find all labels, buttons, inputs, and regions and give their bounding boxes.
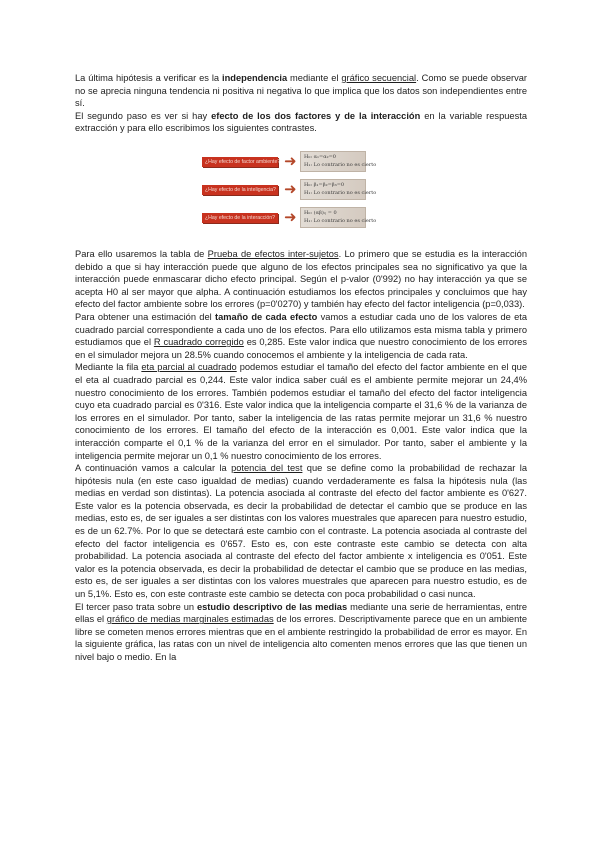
paragraph-second-step: El segundo paso es ver si hay efecto de los dos factores y de la interacción en la variable respuesta extracción y para ello escribimos los siguientes contrastes. (75, 110, 527, 134)
underlined-term: gráfico secuencial (341, 73, 417, 83)
arrow-icon: ➜ (284, 181, 297, 198)
hypothesis-figure (198, 151, 377, 229)
hypothesis-row (198, 179, 377, 201)
arrow-icon: ➜ (284, 153, 297, 170)
bold-term: estudio descriptivo de las medias (196, 601, 348, 612)
underlined-term: Prueba de efectos inter-sujetos (207, 249, 339, 259)
arrow-icon: ➜ (284, 209, 297, 226)
hypothesis-question: ¿Hay efecto de factor ambiente? (202, 157, 278, 167)
paragraph-independence: La última hipótesis a verificar es la independencia mediante el gráfico secuencial. Como se puede observar no se aprecia ninguna tendencia ni positiva ni negativa lo que implica que los datos son independientes entre sí. (75, 73, 527, 109)
underlined-term: potencia del test (231, 463, 303, 474)
hypothesis-question: ¿Hay efecto de la inteligencia? (202, 185, 278, 195)
paragraph-power: A continuación vamos a calcular la potencia del test que se define como la probabilidad de rechazar la hipótesis nula (en este caso igualdad de medias) cuando verdaderamente es falsa la hipótesis nula (las medias en verdad son distintas). La potencia asociada al contraste del efecto del factor ambiente es 0'627. Este valor es la potencia observada, es decir la probabilidad de detectar el cambio que se produce en las medias, esto es, de ser iguales a ser distintas con los valores muestrales que aparecen para nuestro estudio, es de un 62.7%. Por lo que se detectará este cambio con el contraste. La potencia asociada al contraste del efecto del factor inteligencia es 0'657. Esto es, con este contraste este cambio se detecta con alta probabilidad. La potencia asociada al contraste del efecto del factor ambiente x inteligencia es 0'051. Este valor es la potencia observada, es decir la probabilidad de detectar el cambio que se produce en las medias, esto es, de ser iguales a ser distintas con los valores muestrales que aparecen para nuestro estudio, es de un 5,1%. Esto es, con este contraste este cambio se detecta con poca probabilidad o casi nunca. (75, 463, 527, 600)
bold-term: tamaño de cada efecto (214, 311, 318, 322)
hypothesis-row (198, 151, 377, 173)
underlined-term: eta parcial al cuadrado (141, 362, 237, 373)
text-block-main (75, 248, 527, 664)
bold-term: independencia (222, 73, 288, 83)
paragraph-effect-size: Para obtener una estimación del tamaño de cada efecto vamos a estudiar cada uno de los valores de eta cuadrado parcial correspondiente a cada uno de los efectos. Para ello utilizamos esta misma tabla y primero estudiamos que el R cuadrado corregido es 0,285. Este valor indica que nuestro conocimiento de los errores en el simulador mejora un 28.5% cuando conocemos el ambiente y la inteligencia de cada rata. (75, 311, 527, 360)
paragraph-third-step: El tercer paso trata sobre un estudio descriptivo de las medias mediante una serie de herramientas, entre ellas el gráfico de medias marginales estimadas de los errores. Descriptivamente parece que en un ambiente libre se cometen menos errores mientras que en el ambiente restringido la probabilidad de error es mayor. En la siguiente gráfica, las ratas con un nivel de inteligencia alto comenten menos errores que las que tienen un nivel bajo o medio. En la (75, 601, 528, 662)
text-block-top (75, 72, 527, 135)
underlined-term: R cuadrado corregido (153, 337, 244, 348)
underlined-term: gráfico de medias marginales estimadas (106, 614, 274, 625)
bold-term: efecto de los dos factores y de la interacción (211, 110, 421, 121)
hypothesis-question: ¿Hay efecto de la interacción? (202, 213, 278, 223)
hypothesis-box: H₀: (αβ)ᵢⱼ = 0 H₁: Lo contrario no es cierto (300, 207, 366, 228)
paragraph-eta-squared: Mediante la fila eta parcial al cuadrado podemos estudiar el tamaño del efecto del factor ambiente en el que el eta al cuadrado parcial es 0,244. Este valor indica saber cuál es el ambiente permite mejorar un 24,4% nuestro conocimiento de los errores. También podemos estudiar el tamaño del efecto del factor inteligencia cuyo eta cuadrado parcial es 0'316. Este valor indica que la inteligencia comparte el 31,6 % de la varianza de los errores en el simulador. Por tanto, saber la inteligencia de las ratas permite mejorar un 31,6 % nuestro conocimiento de los errores. El tamaño del efecto de la interacción es 0,001. Este valor indica que la interacción comparte el 0,1 % de la varianza del error en el simulador. Por tanto, saber el ambiente y la inteligencia permite mejorar un 0,1 % nuestro conocimiento de los errores. (75, 362, 527, 461)
hypothesis-box: H₀: α₁=α₂=0 H₁: Lo contrario no es cierto (300, 151, 366, 172)
hypothesis-row (198, 207, 377, 229)
paragraph-inter-subjects: Para ello usaremos la tabla de Prueba de efectos inter-sujetos. Lo primero que se estudia es la interacción debido a que si hay interacción puede que alguno de los efectos principales sea no significativo ya que la interacción puede enmascarar dicho efecto principal. Según el p-valor (0'992) no hay interacción ya que se acepta H0 al ser mayor que alpha. A continuación estudiamos los efectos principales y concluimos que hay efecto del factor ambiente sobre los errores (p=0'0270) y también hay efecto del factor inteligencia (p=0,033). (75, 249, 527, 310)
hypothesis-box: H₀: β₁=β₂=β₃=0 H₁: Lo contrario no es cierto (300, 179, 366, 200)
